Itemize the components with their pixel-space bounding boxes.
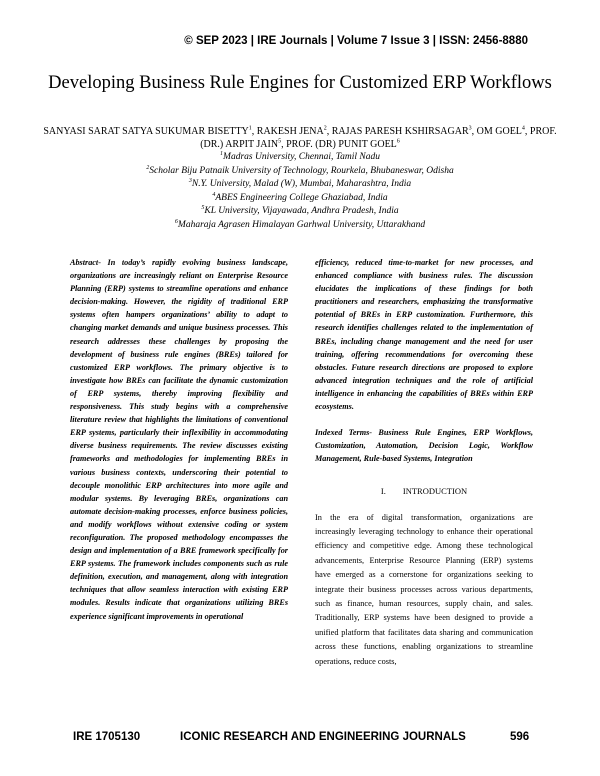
author-name: PROF. (DR) PUNIT GOEL (286, 139, 397, 150)
affiliation-sup: 5 (201, 204, 205, 211)
section-heading (315, 485, 533, 498)
affiliation-text: Madras University, Chennai, Tamil Nadu (223, 152, 380, 162)
affiliation-text: Maharaja Agrasen Himalayan Garhwal University, Uttarakhand (177, 219, 426, 230)
affiliation (40, 178, 560, 192)
author-sup: 4 (521, 125, 525, 132)
author-sup: 1 (248, 125, 252, 132)
author-name: OM GOEL (476, 126, 522, 137)
author-sup: 3 (468, 125, 472, 132)
affiliation-sup: 4 (212, 191, 216, 198)
affiliation (40, 205, 560, 219)
author-name: RAKESH JENA (256, 126, 324, 137)
affiliation-list (40, 151, 560, 232)
author-sup: 6 (396, 138, 400, 145)
affiliation (40, 151, 560, 165)
paper-title: Developing Business Rule Engines for Customized ERP Workflows (48, 73, 552, 93)
author-sup: 5 (278, 138, 282, 145)
affiliation-sup: 1 (220, 150, 224, 157)
affiliation-text: KL University, Vijayawada, Andhra Pradesh, India (204, 206, 399, 216)
footer-page-number: 596 (510, 731, 530, 743)
affiliation (40, 192, 560, 206)
affiliation-sup: 6 (174, 218, 178, 225)
section-title: INTRODUCTION (402, 486, 468, 497)
footer-journal-name: ICONIC RESEARCH AND ENGINEERING JOURNALS (180, 731, 466, 743)
author-name: RAJAS PARESH KSHIRSAGAR (331, 126, 469, 137)
index-terms: Indexed Terms- Business Rule Engines, ERP Workflows, Customization, Automation, Decision Logic, Workflow Management, Rule-based Systems, Integration (315, 428, 533, 464)
affiliation-text: Scholar Biju Patnaik University of Technology, Rourkela, Bhubaneswar, Odisha (149, 165, 454, 176)
affiliation-text: ABES Engineering College Ghaziabad, India (215, 192, 388, 203)
affiliation-sup: 2 (146, 164, 150, 171)
left-column (70, 256, 288, 623)
author-name: PROF. (DR.) ARPIT JAIN (200, 126, 557, 150)
right-column (315, 256, 533, 669)
author-list: SANYASI SARAT SATYA SUKUMAR BISETTY$^1$, RAKESH JENA$^2$, RAJAS PARESH KSHIRSAGAR$^3$, OM GOEL$^4$, PROF. (DR.) ARPIT JAIN$^5$, PROF. (DR) PUNIT GOEL$^6$ (43, 125, 557, 150)
author-sup: 2 (323, 125, 327, 132)
affiliation (40, 165, 560, 179)
footer-paper-id: IRE 1705130 (73, 731, 141, 743)
affiliation-sup: 3 (188, 177, 192, 184)
abstract-text: Abstract- In today’s rapidly evolving business landscape, organizations are increasingly reliant on Enterprise Resource Planning (ERP) systems to streamline operations and enhance decision-making. However, the rigidity of traditional ERP systems often hampers organizations’ ability to adapt to changing market demands and unique business processes. This research addresses these challenges by proposing the development of business rule engines (BREs) tailored for customized ERP workflows. The primary objective is to investigate how BREs can facilitate the dynamic customization of ERP systems, thereby improving flexibility and responsiveness. This study begins with a comprehensive literature review that highlights the limitations of conventional ERP systems, particularly their inflexibility in accommodating diverse business requirements. The review discusses existing frameworks and methodologies for implementing BREs in various business contexts, underscoring their potential to decouple monolithic ERP architectures into more agile and modular systems. By leveraging BREs, organizations can automate decision-making processes, enforce business policies, and modify workflows without extensive coding or system reconfiguration. The proposed methodology encompasses the design and implementation of a BRE framework specifically for ERP systems. The framework includes components such as rule definition, execution, and management, along with integration techniques that allow seamless interaction with existing ERP modules. Results indicate that organizations utilizing BREs experience significant improvements in operational (70, 258, 288, 621)
abstract-text-continued: efficiency, reduced time-to-market for new processes, and enhanced compliance with business rules. The discussion elucidates the implications of these findings for both practitioners and researchers, emphasizing the transformative potential of BREs in ERP customization. Furthermore, this research identifies challenges related to the implementation of BREs, including change management and the need for user training, offering recommendations for overcoming these obstacles. Future research directions are proposed to explore advanced integration techniques and the role of artificial intelligence in enhancing the capabilities of BREs within ERP ecosystems. (315, 258, 533, 412)
introduction-body: In the era of digital transformation, organizations are increasingly leveraging technology to enhance their operational efficiency and competitive edge. Among these technological advancements, Enterprise Resource Planning (ERP) systems have emerged as a cornerstone for organizations seeking to integrate their business processes across various departments, such as finance, human resources, supply chain, and sales. Traditionally, ERP systems have been designed to provide a unified platform that facilitates data sharing and communication across these functions, enabling organizations to streamline operations, reduce costs, (315, 512, 533, 666)
section-numeral: I. (380, 486, 386, 497)
author-name: SANYASI SARAT SATYA SUKUMAR BISETTY (43, 126, 249, 137)
affiliation-text: N.Y. University, Malad (W), Mumbai, Maharashtra, India (191, 179, 412, 189)
affiliation (40, 219, 560, 233)
journal-header: © SEP 2023 | IRE Journals | Volume 7 Issue 3 | ISSN: 2456-8880 (184, 35, 528, 47)
